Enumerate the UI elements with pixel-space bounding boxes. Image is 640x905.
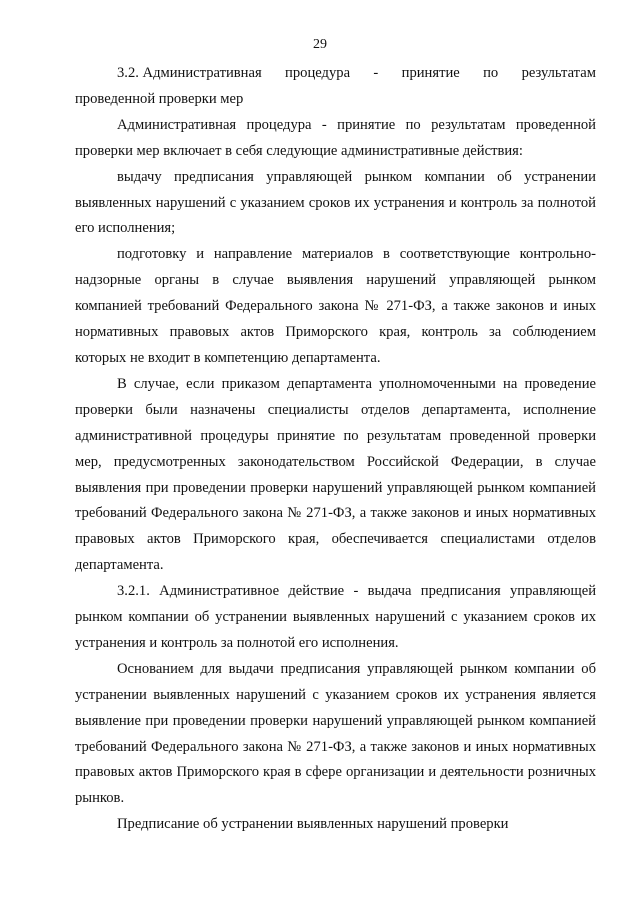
paragraph: Основанием для выдачи предписания управляющей рынком компании об устранении выявленных нарушений с указанием сроков их устранения является выявление при проведении проверки нарушений управляющей рынком компанией требований Федерального закона № 271-ФЗ, а также законов и иных нормативных правовых актов Приморского края в сфере организации и деятельности розничных рынков. xyxy=(75,660,596,807)
document-body xyxy=(75,61,596,838)
paragraph: Предписание об устранении выявленных нарушений проверки xyxy=(117,816,509,833)
heading-word: 3.2. Административная xyxy=(117,65,262,81)
subsection-paragraph: 3.2.1. Административное действие - выдача предписания управляющей рынком компании об устранении выявленных нарушений с указанием сроков их устранения и контроль за полнотой его исполнения. xyxy=(75,583,596,651)
section-heading-line xyxy=(75,61,596,87)
page-number: 29 xyxy=(313,37,327,52)
paragraph: выдачу предписания управляющей рынком компании об устранении выявленных нарушений с указанием сроков их устранения и контроль за полнотой его исполнения; xyxy=(75,168,596,237)
paragraph: В случае, если приказом департамента уполномоченными на проведение проверки были назначены специалисты отделов департамента, исполнение административной процедуры принятие по результатам проведенной проверки мер, предусмотренных законодательством Российской Федерации, в случае выявления при проведении проверки нарушений управляющей рынком компанией требований Федерального закона № 271-ФЗ, а также законов и иных нормативных правовых актов Приморского края, обеспечивается специалистами отделов департамента. xyxy=(75,375,596,574)
paragraph: подготовку и направление материалов в соответствующие контрольно-надзорные органы в случае выявления нарушений управляющей рынком компанией требований Федерального закона № 271-ФЗ, а также законов и иных нормативных правовых актов Приморского края, контроль за соблюдением которых не входит в компетенцию департамента. xyxy=(75,246,596,366)
section-heading-continuation: проведенной проверки мер xyxy=(75,90,244,107)
heading-word: по xyxy=(483,65,499,81)
heading-word: процедура xyxy=(285,65,351,81)
heading-word: принятие xyxy=(401,65,460,81)
paragraph: Административная процедура - принятие по результатам проведенной проверки мер включает в себя следующие административные действия: xyxy=(75,116,596,159)
heading-word: - xyxy=(373,65,379,81)
heading-word: результатам xyxy=(521,65,596,81)
